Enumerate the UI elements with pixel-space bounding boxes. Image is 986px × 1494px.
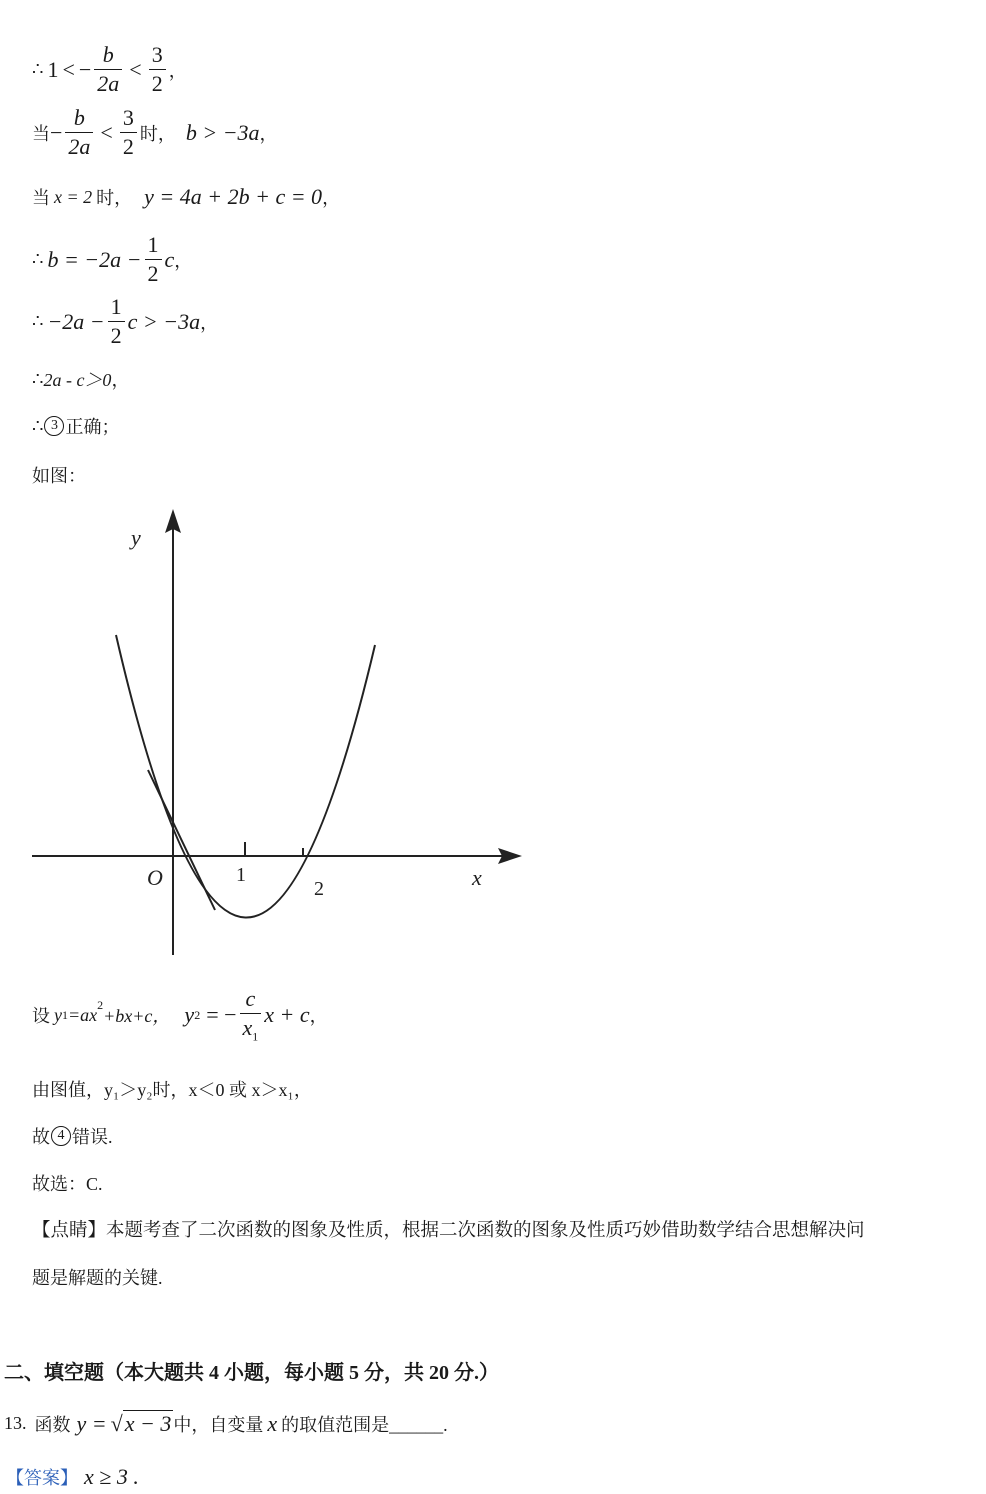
den-x: x [242, 1015, 253, 1040]
line-14 [32, 1264, 163, 1290]
correct-text: 正确； [65, 417, 120, 437]
line-7 [32, 413, 119, 439]
minus-symbol: − [78, 56, 92, 82]
fraction-b-over-2a [65, 107, 93, 158]
x-axis-label: x [472, 865, 482, 890]
comma: ， [174, 250, 193, 271]
expr-rhs: c > −3a [127, 308, 201, 334]
line-4 [32, 234, 192, 285]
frac-num: 1 [110, 294, 122, 319]
expr-lhs: −2a − [47, 308, 105, 334]
minus-symbol: − [50, 119, 63, 145]
when-suffix: 时， [96, 188, 133, 208]
comma: ， [200, 312, 219, 333]
lt-symbol: < [100, 119, 113, 145]
frac-num-2: 3 [151, 42, 163, 67]
lt-symbol: < [62, 56, 75, 82]
var-x: x [267, 1410, 278, 1436]
frac-num: c [245, 986, 256, 1011]
line-8 [32, 462, 86, 488]
therefore-symbol: ∴ [32, 311, 44, 331]
comma: ， [309, 1006, 328, 1027]
eq-part-2: +bx+c， [103, 1006, 171, 1027]
den-sub: 1 [252, 1029, 259, 1044]
y-axis-label: y [131, 525, 141, 550]
function-text: 函数 [34, 1414, 71, 1435]
as-figure-text: 如图： [32, 466, 86, 486]
value-one: 1 [47, 56, 59, 82]
radicand: x − 3 [124, 1411, 172, 1436]
frac-den: 2 [145, 259, 162, 285]
sub-1: 1 [62, 1007, 68, 1022]
fraction-1-over-2 [108, 296, 125, 347]
circled-number: 3 [44, 416, 64, 436]
sup-2: 2 [97, 998, 104, 1012]
line-10 [32, 1076, 312, 1102]
eq-minus: = − [206, 1002, 237, 1028]
let-text: 设 [32, 1006, 50, 1027]
line-1 [32, 44, 187, 95]
tick-label-2: 2 [314, 878, 324, 900]
comma: ， [259, 123, 278, 144]
comment-text-end: 题是解题的关键. [32, 1268, 163, 1288]
choice-text: 故选：C. [32, 1174, 103, 1194]
therefore-symbol: ∴ [32, 415, 44, 436]
fraction-1-over-2 [145, 234, 162, 285]
answer-label: 【答案】 [6, 1468, 78, 1488]
hence-text: 故 [32, 1127, 50, 1147]
when-text: 当 [32, 123, 50, 144]
range-text: 的取值范围是______. [281, 1414, 448, 1435]
frac-num: 1 [147, 232, 159, 257]
line-3 [32, 184, 340, 210]
lt-symbol-2: < [129, 56, 142, 82]
inequality: 2a ‑ c＞0 [43, 370, 112, 390]
when-text: 当 [32, 188, 50, 208]
line-9 [32, 988, 328, 1042]
fraction-c-over-x1 [240, 988, 262, 1042]
line-11 [32, 1123, 113, 1149]
section-heading-text: 二、填空题（本大题共 4 小题，每小题 5 分，共 20 分.） [4, 1362, 499, 1384]
frac-den: 2a [94, 69, 122, 95]
expr-lhs: b = −2a − [47, 246, 142, 272]
frac-den-2: 2 [120, 132, 137, 158]
fraction-b-over-2a [94, 44, 122, 95]
answer-value: x ≥ 3 . [84, 1464, 139, 1489]
when-suffix: 时， [139, 123, 176, 144]
equation: y = 4a + 2b + c = 0 [144, 184, 323, 209]
question-13 [4, 1410, 448, 1437]
frac-num: b [73, 105, 85, 130]
comma: ， [111, 370, 130, 390]
eq-tail: x + c [264, 1002, 310, 1028]
section-heading [4, 1356, 499, 1385]
y-equals: y = [76, 1410, 107, 1436]
inequality: b > −3a [185, 119, 260, 145]
parabola-figure [28, 505, 528, 960]
line-12 [32, 1170, 103, 1196]
comma: ， [168, 60, 187, 81]
tick-label-1: 1 [236, 864, 246, 886]
frac-den-2: 2 [149, 69, 166, 95]
comment-text: 【点睛】本题考查了二次函数的图象及性质，根据二次函数的图象及性质巧妙借助数学结合思想解决问 [32, 1221, 865, 1241]
therefore-symbol: ∴ [32, 59, 44, 79]
line-13 [32, 1216, 865, 1242]
frac-den: 2a [65, 132, 93, 158]
line-6 [32, 366, 129, 392]
var-y1: y [54, 1004, 62, 1025]
sqrt-symbol: √ [110, 1410, 123, 1436]
var-y2: y [184, 1002, 195, 1028]
fraction-3-over-2 [149, 44, 166, 95]
circled-number: 4 [51, 1126, 71, 1146]
from-graph-text: 由图值，y₁＞y₂时，x＜0 或 x＞x₁， [32, 1080, 312, 1100]
answer-line [6, 1464, 139, 1490]
sub-2: 2 [194, 1007, 201, 1022]
line-5 [32, 296, 218, 347]
therefore-symbol: ∴ [32, 368, 44, 389]
frac-den: 2 [108, 321, 125, 347]
therefore-symbol: ∴ [32, 249, 44, 269]
question-number: 13. [4, 1413, 27, 1433]
frac-num-2: 3 [122, 105, 134, 130]
comma: ， [322, 188, 341, 208]
eq-part-1: =ax [68, 1004, 98, 1025]
frac-num: b [102, 42, 114, 67]
var-c: c [164, 246, 175, 272]
fraction-3-over-2 [120, 107, 137, 158]
mid-text: 中，自变量 [173, 1414, 264, 1435]
x-equals-2: x = 2 [54, 186, 93, 207]
wrong-text: 错误. [72, 1127, 113, 1147]
line-2 [32, 107, 278, 158]
frac-den [240, 1013, 262, 1042]
origin-label: O [147, 865, 163, 890]
